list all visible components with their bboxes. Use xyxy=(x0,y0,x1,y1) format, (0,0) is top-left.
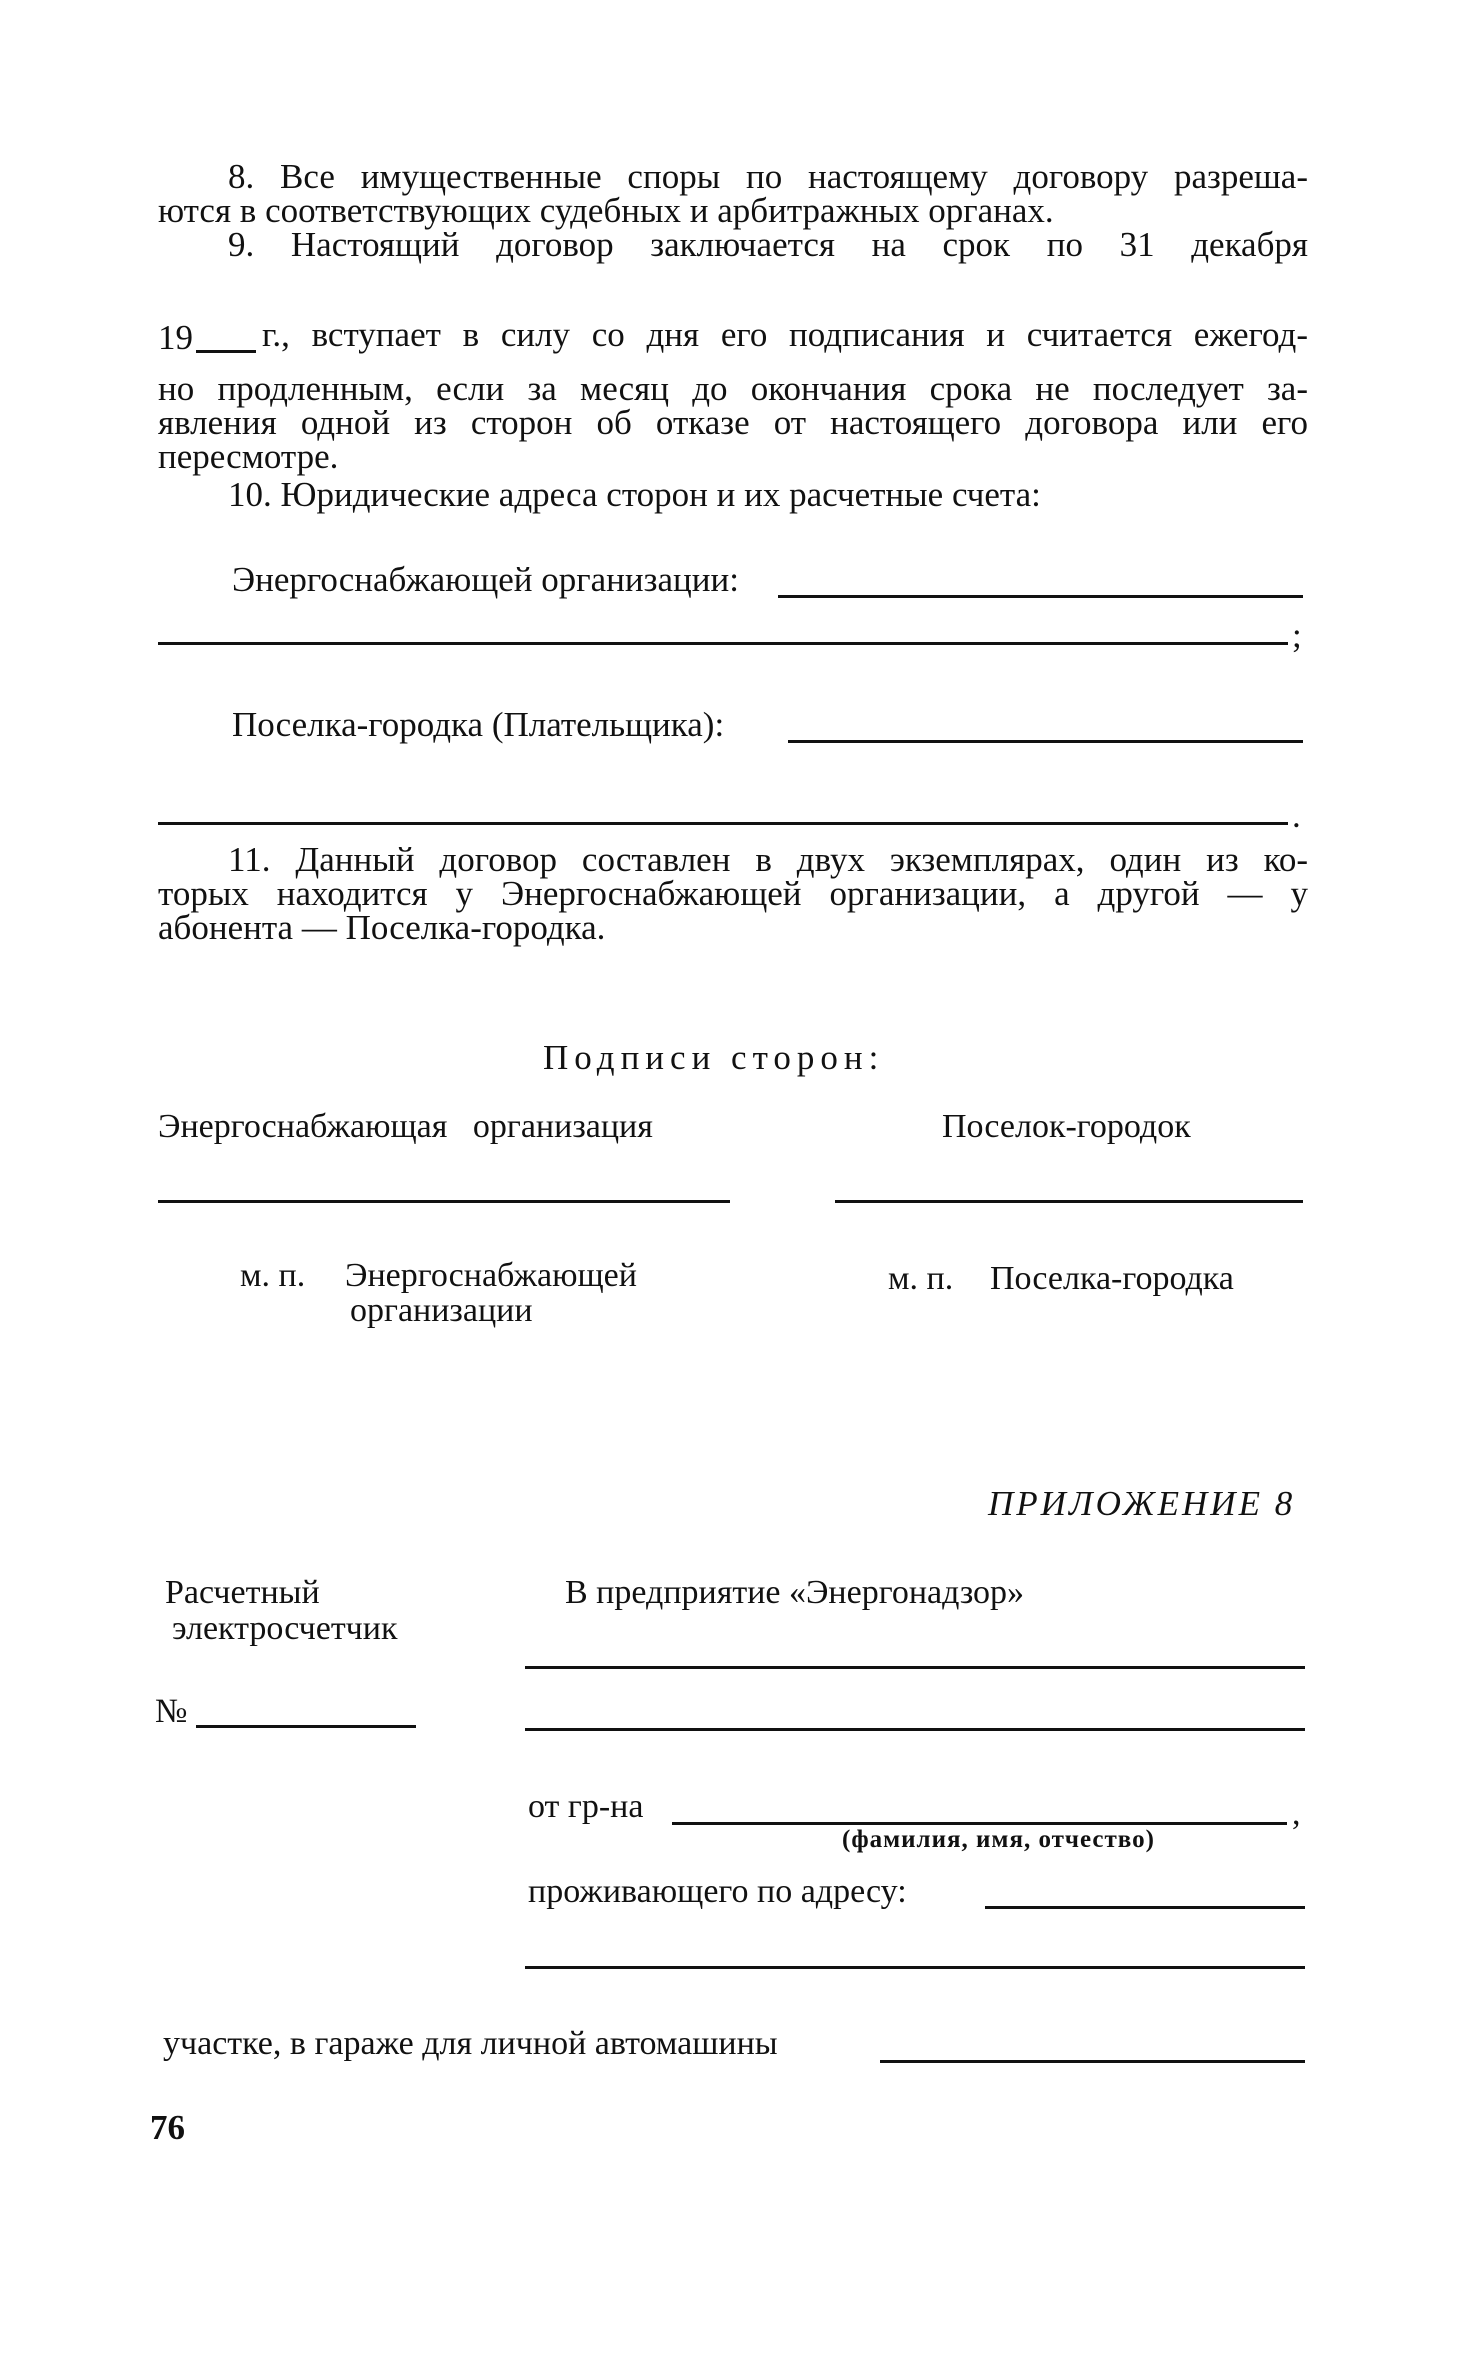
left-signature-line xyxy=(158,1200,730,1203)
clause-9-line-2-block xyxy=(262,315,1308,354)
from-citizen-label: от гр-на xyxy=(528,1788,644,1825)
payer-address-label: Поселка-городка (Плательщика): xyxy=(232,705,725,744)
clause-9-line-3: но продленным, если за месяц до окончания срока не последует за- xyxy=(158,369,1308,408)
right-stamp-abbr: м. п. xyxy=(888,1260,954,1297)
appendix-title: ПРИЛОЖЕНИЕ 8 xyxy=(988,1484,1296,1523)
supplier-address-line-1 xyxy=(778,595,1303,598)
meter-number-sign: № xyxy=(155,1693,188,1730)
address-label: проживающего по адресу: xyxy=(528,1873,907,1910)
clause-9-rest xyxy=(158,369,1308,476)
payer-address-line-2 xyxy=(158,822,1288,825)
right-stamp-name: Поселка-городка xyxy=(990,1260,1234,1297)
page-number: 76 xyxy=(150,2108,185,2147)
bottom-line-blank xyxy=(880,2060,1305,2063)
clause-9-line-2: г., вступает в силу со дня его подписания и считается ежегод- xyxy=(262,315,1308,354)
payer-address-period: . xyxy=(1292,796,1301,835)
address-line-1 xyxy=(985,1906,1305,1909)
clause-8-line-1: 8. Все имущественные споры по настоящему договору разреша- xyxy=(228,157,1308,196)
clause-9-line-5: пересмотре. xyxy=(158,437,339,476)
supplier-address-semicolon: ; xyxy=(1292,616,1302,655)
left-stamp-line-1: Энергоснабжающей xyxy=(345,1257,637,1294)
clause-9-line-1: 9. Настоящий договор заключается на срок по 31 декабря xyxy=(228,225,1308,264)
clause-11 xyxy=(158,840,1308,947)
supplier-address-label: Энергоснабжающей организации: xyxy=(232,560,739,599)
meter-number-line xyxy=(196,1725,416,1728)
payer-address-line-1 xyxy=(788,740,1303,743)
clause-11-line-3: абонента — Поселка-городка. xyxy=(158,908,606,947)
bottom-line-text: участке, в гараже для личной автомашины xyxy=(163,2025,778,2062)
clause-11-line-2: торых находится у Энергоснабжающей организации, а другой — у xyxy=(158,874,1308,913)
address-line-2 xyxy=(525,1966,1305,1969)
meter-label-line-2: электросчетчик xyxy=(172,1610,398,1647)
right-party-name: Поселок-городок xyxy=(942,1108,1191,1145)
clause-11-line-1: 11. Данный договор составлен в двух экземплярах, один из ко- xyxy=(228,840,1308,879)
year-blank-line xyxy=(196,350,256,353)
addressee-label: В предприятие «Энергонадзор» xyxy=(565,1574,1025,1611)
clause-8 xyxy=(158,157,1308,230)
addressee-line-1 xyxy=(525,1666,1305,1669)
clause-9-line-4: явления одной из сторон об отказе от настоящего договора или его xyxy=(158,403,1308,442)
left-party-name: Энергоснабжающая организация xyxy=(158,1108,653,1145)
left-stamp-line-2: организации xyxy=(350,1292,533,1329)
signatures-heading: Подписи сторон: xyxy=(543,1038,885,1077)
clause-8-line-2: ются в соответствующих судебных и арбитражных органах. xyxy=(158,191,1054,230)
from-citizen-comma: , xyxy=(1292,1795,1301,1832)
addressee-line-2 xyxy=(525,1728,1305,1731)
left-stamp-abbr: м. п. xyxy=(240,1257,306,1294)
supplier-address-line-2 xyxy=(158,642,1288,645)
clause-9-line-1-block xyxy=(158,225,1308,264)
clause-9-year-prefix: 19 xyxy=(158,318,193,357)
meter-label-line-1: Расчетный xyxy=(165,1574,320,1611)
from-citizen-line xyxy=(672,1822,1287,1825)
name-hint: (фамилия, имя, отчество) xyxy=(842,1826,1155,1853)
clause-10-title: 10. Юридические адреса сторон и их расчетные счета: xyxy=(228,475,1041,514)
right-signature-line xyxy=(835,1200,1303,1203)
